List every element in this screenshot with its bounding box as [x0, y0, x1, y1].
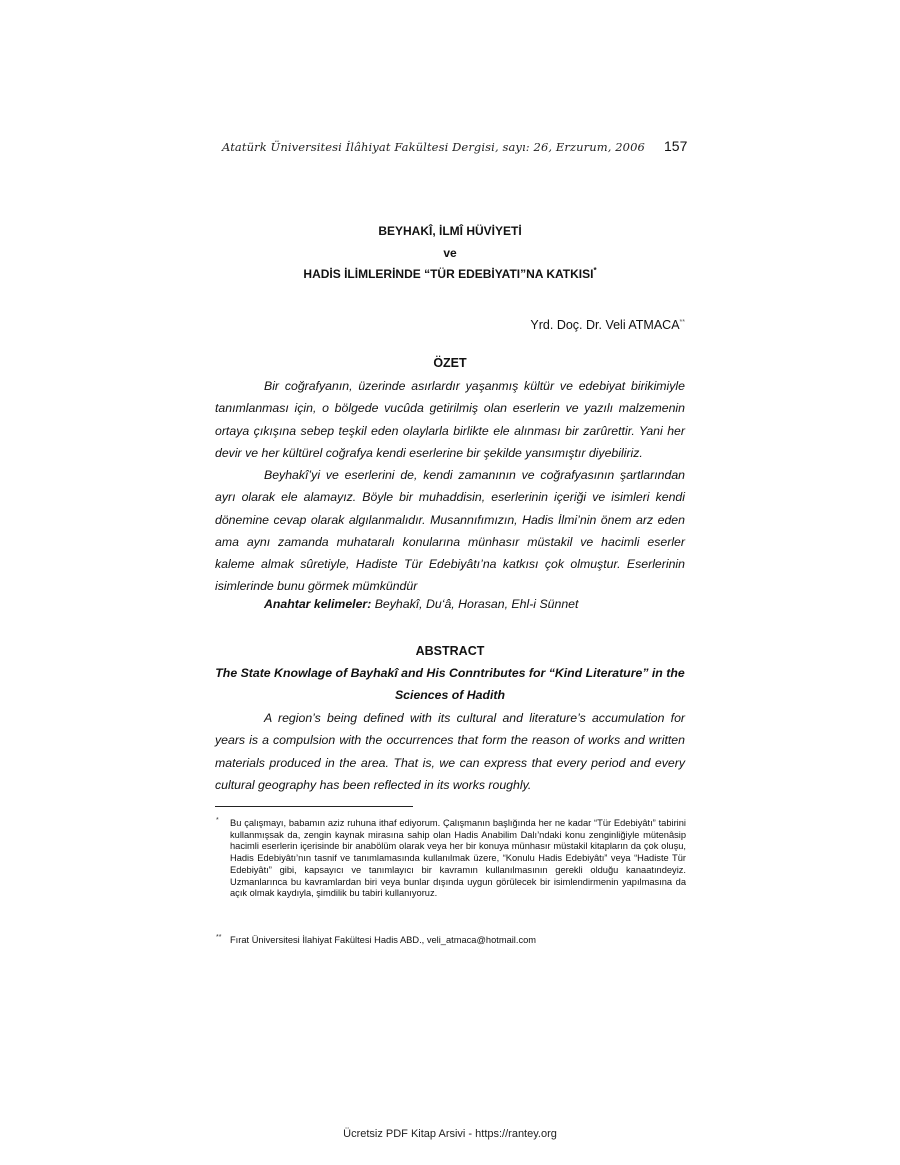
title-footnote-mark[interactable]: *: [593, 266, 597, 275]
keywords-line: [264, 597, 578, 611]
ozet-heading: ÖZET: [433, 356, 467, 370]
page-footer: Ücretsiz PDF Kitap Arsivi - https://rantey.org: [343, 1128, 557, 1140]
footnote-1: [216, 818, 686, 900]
footnote-1-mark: *: [216, 817, 219, 824]
ozet-paragraph-2: Beyhakî’yi ve eserlerini de, kendi zamanının ve coğrafyasının şartlarından ayrı olarak ele alamayız. Böyle bir muhaddisin, eserlerinin içeriği ve isimleri kendi dönemine cevap olarak algılanmalıdır. Musannıfımızın, Hadis İlmi’nin önem arz eden ama aynı zamanda muhataralı konularına münhasır müstakil ve hacimli eserler kaleme almak sûretiyle, Hadiste Tür Edebiyâtı’na katkısı çok olmuştur. Eserlerinin isimlerinde bunu görmek mümkündür: [215, 468, 685, 594]
author-name: Yrd. Doç. Dr. Veli ATMACA**: [530, 318, 685, 332]
footnote-2: [216, 935, 686, 947]
article-title-line-1: BEYHAKÎ, İLMÎ HÜVİYETİ: [378, 224, 522, 238]
footnote-2-text[interactable]: Fırat Üniversitesi İlahiyat Fakültesi Hadis ABD., veli_atmaca@hotmail.com: [230, 935, 537, 945]
abstract-heading: ABSTRACT: [415, 644, 485, 658]
footnote-2-mark: **: [216, 934, 222, 941]
article-title-line-3: HADİS İLİMLERİNDE “TÜR EDEBİYATI”NA KATKISI*: [303, 266, 597, 281]
footnote-separator: [215, 806, 413, 807]
article-title-line-2: ve: [443, 246, 457, 260]
ozet-paragraph-1: Bir coğrafyanın, üzerinde asırlardır yaşanmış kültür ve edebiyat birikimiyle tanımlanması için, o bölgede vucûda getirilmiş olan eserlerin ve yazılı malzemenin ortaya çıkışına sebep teşkil eden olaylarla birlikte ele alınması bir zarûrettir. Yani her devir ve her kültürel coğrafya kendi eserlerine bir şekilde yansımıştır diyebiliriz.: [215, 379, 685, 460]
running-head: Atatürk Üniversitesi İlâhiyat Fakültesi Dergisi, sayı: 26, Erzurum, 2006: [222, 140, 645, 154]
footnote-1-text: Bu çalışmayı, babamın aziz ruhuna ithaf ediyorum. Çalışmanın başlığında her ne kadar “Tür Edebiyâtı” tabirini kullanmışsak da, zengin kaynak mirasına sahip olan Hadis Anabilim Dalı’ndaki konu zenginliğiyle mütenâsip hacimli eserlerin içerisinde bir anabölüm olarak veya her bir konuya münhasır müstakil kitapların da çok oluşu, Hadis Edebiyâtı’nın tasnif ve tanımlamasında kullanılmak üzere, “Konulu Hadis Edebiyâtı” veya “Hadiste Tür Edebiyâtı” gibi, kapsayıcı ve tanımlayıcı bir kavramın kullanılmasının gerekli olduğu kanaatındeyiz. Uzmanlarınca bu kavramlardan biri veya bunlar dışında uygun görülecek bir isimlendirmenin yapılmasına da açık olmak kaydıyla, şimdilik bu tabiri kullanıyoruz.: [230, 818, 686, 899]
abstract-subtitle: The State Knowlage of Bayhakî and His Conntributes for “Kind Literature” in the Sciences of Hadith: [215, 666, 685, 702]
page-number: 157: [664, 138, 688, 154]
keywords-list: Beyhakî, Du‘â, Horasan, Ehl-i Sünnet: [374, 597, 579, 611]
abstract-paragraph: A region’s being defined with its cultural and literature’s accumulation for years is a compulsion with the occurrences that form the reason of works and written materials produced in the area. That is, we can express that every period and every cultural geography has been reflected in its works roughly.: [215, 711, 685, 792]
author-footnote-mark[interactable]: **: [679, 318, 685, 326]
keywords-label: Anahtar kelimeler:: [264, 597, 372, 611]
